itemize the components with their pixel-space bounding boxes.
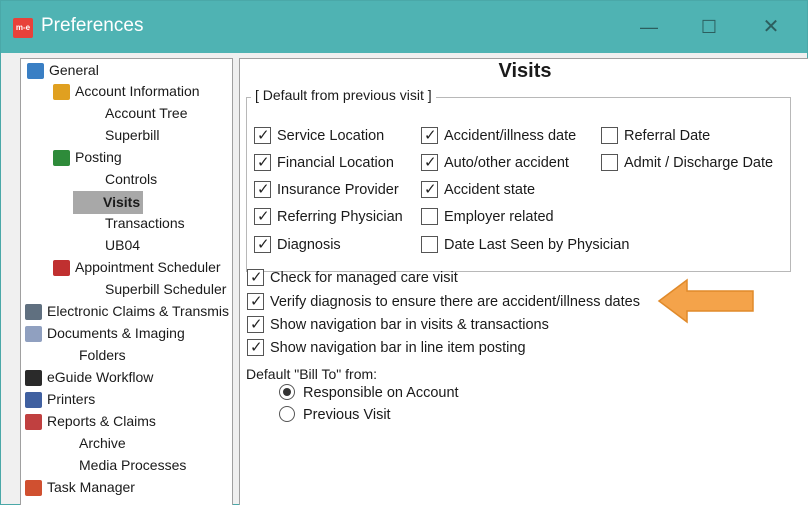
window-title: Preferences (41, 15, 144, 36)
annotation-arrow-icon (657, 278, 757, 324)
checkbox-diagnosis[interactable]: ✓Diagnosis (254, 235, 341, 255)
tree-item-appointment-scheduler[interactable]: Appointment Scheduler (53, 257, 221, 278)
checkbox-box[interactable] (247, 293, 264, 310)
checkbox-box[interactable] (247, 316, 264, 333)
gear-icon (27, 63, 44, 79)
checkbox-box[interactable] (421, 154, 438, 171)
checkbox-nav-bar-visits[interactable]: ✓Show navigation bar in visits & transactions (247, 315, 549, 335)
tree-item-general[interactable]: General (27, 60, 99, 81)
checkbox-date-last-seen[interactable]: Date Last Seen by Physician (421, 235, 629, 255)
reports-icon (25, 414, 42, 430)
tree-item-account-tree[interactable]: Account Tree (105, 105, 188, 121)
checkbox-accident-illness-date[interactable]: ✓Accident/illness date (421, 126, 576, 146)
eguide-icon (25, 370, 42, 386)
app-logo-icon: m-e (13, 18, 33, 38)
checkbox-box[interactable] (421, 181, 438, 198)
tree-item-ub04[interactable]: UB04 (105, 237, 141, 253)
tree-item-superbill-scheduler[interactable]: Superbill Scheduler (105, 281, 227, 297)
tree-item-documents-imaging[interactable]: Documents & Imaging (25, 323, 185, 344)
radio-dot[interactable] (279, 384, 295, 400)
people-icon (53, 84, 70, 100)
tree-item-eguide-workflow[interactable]: eGuide Workflow (25, 367, 153, 388)
task-icon (25, 480, 42, 496)
checkbox-box[interactable] (254, 154, 271, 171)
tree-item-folders[interactable]: Folders (79, 347, 126, 363)
checkbox-box[interactable] (601, 154, 618, 171)
checkbox-box[interactable] (421, 127, 438, 144)
preferences-tree (20, 58, 233, 505)
checkbox-managed-care-visit[interactable]: ✓Check for managed care visit (247, 268, 458, 288)
radio-responsible-on-account[interactable]: Responsible on Account (279, 383, 459, 403)
checkbox-referring-physician[interactable]: ✓Referring Physician (254, 207, 403, 227)
tree-item-account-information[interactable]: Account Information (53, 81, 200, 102)
tree-item-reports-claims[interactable]: Reports & Claims (25, 411, 156, 432)
tree-item-task-manager[interactable]: Task Manager (25, 477, 135, 498)
radio-dot[interactable] (279, 406, 295, 422)
checkbox-nav-bar-line-item[interactable]: ✓Show navigation bar in line item posting (247, 338, 526, 358)
checkbox-employer-related[interactable]: Employer related (421, 207, 554, 227)
checkbox-box[interactable] (247, 339, 264, 356)
checkbox-accident-state[interactable]: ✓Accident state (421, 180, 535, 200)
checkbox-box[interactable] (254, 236, 271, 253)
checkbox-referral-date[interactable]: Referral Date (601, 126, 710, 146)
tree-item-electronic-claims[interactable]: Electronic Claims & Transmis (25, 301, 229, 322)
checkbox-box[interactable] (247, 269, 264, 286)
checkbox-box[interactable] (254, 208, 271, 225)
checkbox-insurance-provider[interactable]: ✓Insurance Provider (254, 180, 399, 200)
radio-previous-visit[interactable]: Previous Visit (279, 405, 391, 425)
bill-to-label: Default "Bill To" from: (246, 366, 378, 382)
checkbox-financial-location[interactable]: ✓Financial Location (254, 153, 394, 173)
tree-item-posting[interactable]: Posting (53, 147, 122, 168)
dollar-icon (53, 150, 70, 166)
maximize-button[interactable]: ☐ (700, 17, 718, 37)
page-title: Visits (240, 59, 808, 83)
checkbox-service-location[interactable]: ✓Service Location (254, 126, 384, 146)
close-button[interactable]: ✕ (762, 16, 780, 38)
title-bar[interactable] (1, 1, 807, 53)
checkbox-box[interactable] (421, 208, 438, 225)
satellite-icon (25, 304, 42, 320)
minimize-button[interactable]: — (640, 17, 658, 37)
checkbox-box[interactable] (601, 127, 618, 144)
tree-item-superbill[interactable]: Superbill (105, 127, 160, 143)
tree-item-printers[interactable]: Printers (25, 389, 95, 410)
checkbox-admit-discharge-date[interactable]: Admit / Discharge Date (601, 153, 773, 173)
printer-icon (25, 392, 42, 408)
document-icon (25, 326, 42, 342)
tree-item-controls[interactable]: Controls (105, 171, 158, 187)
group-legend: [ Default from previous visit ] (251, 87, 436, 103)
checkbox-verify-diagnosis[interactable]: ✓Verify diagnosis to ensure there are accident/illness dates (247, 292, 640, 312)
checkbox-box[interactable] (421, 236, 438, 253)
tree-item-transactions[interactable]: Transactions (105, 215, 185, 231)
calendar-icon (53, 260, 70, 276)
checkbox-auto-other-accident[interactable]: ✓Auto/other accident (421, 153, 569, 173)
checkbox-box[interactable] (254, 127, 271, 144)
tree-item-archive[interactable]: Archive (79, 435, 126, 451)
checkbox-box[interactable] (254, 181, 271, 198)
tree-item-visits[interactable]: Visits (73, 191, 143, 212)
tree-item-media-processes[interactable]: Media Processes (79, 457, 187, 473)
